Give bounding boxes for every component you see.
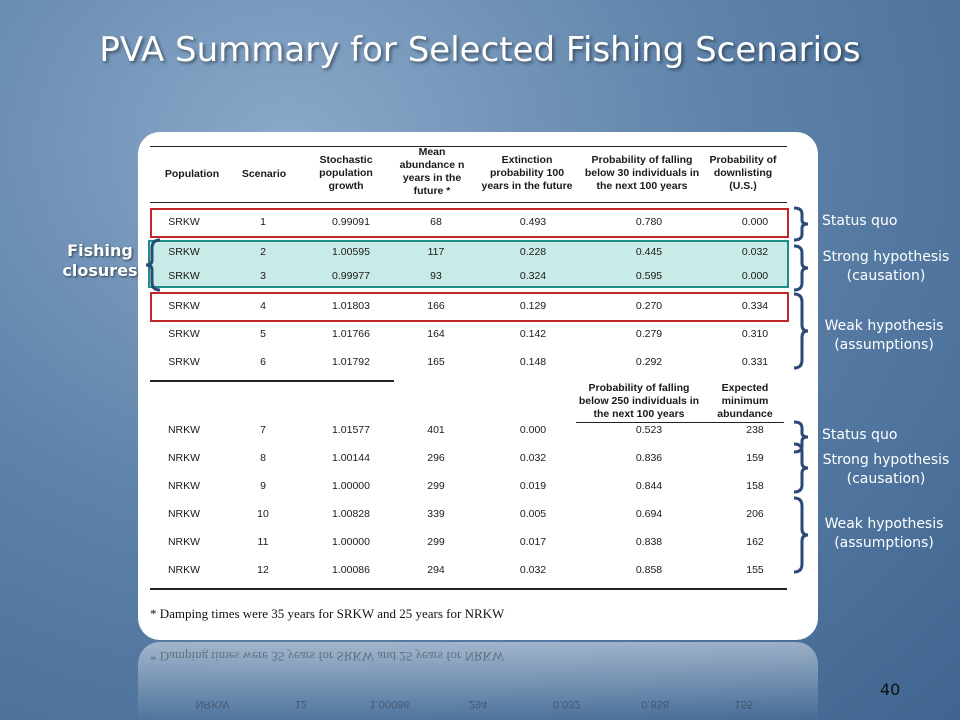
header-prob-below-30: Probability of falling below 30 individuals in the next 100 years (584, 154, 700, 192)
table-row (150, 352, 787, 372)
cell-downlisting: 0.334 (741, 300, 769, 312)
nrkw-status-quo-label: Status quo (822, 427, 898, 443)
srkw-strong-line2: (causation) (846, 268, 926, 284)
cell-scenario: 6 (260, 356, 266, 368)
cell-prob-below: 0.595 (635, 270, 663, 282)
reflected-cell: 294 (468, 698, 488, 710)
cell-scenario: 9 (260, 480, 266, 492)
reflected-row (168, 698, 788, 710)
page-number: 40 (880, 680, 901, 699)
cell-downlisting: 0.331 (741, 356, 769, 368)
table-row (150, 242, 787, 262)
header-prob-below-250: Probability of falling below 250 individuals in the next 100 years (578, 382, 700, 420)
cell-extinction: 0.324 (519, 270, 547, 282)
srkw-strong-line1: Strong hypothesis (822, 249, 950, 265)
cell-abundance: 165 (427, 356, 445, 368)
cell-min-abundance: 162 (746, 536, 764, 548)
cell-population: SRKW (168, 216, 200, 228)
cell-extinction: 0.129 (519, 300, 547, 312)
fishing-closures-label (62, 241, 138, 281)
table-row (150, 476, 787, 496)
table-row (150, 296, 787, 316)
table-row (150, 448, 787, 468)
cell-population: SRKW (168, 300, 200, 312)
cell-min-abundance: 158 (746, 480, 764, 492)
cell-scenario: 12 (257, 564, 269, 576)
cell-abundance: 296 (427, 452, 445, 464)
fishing-label-line2: closures (62, 261, 138, 280)
header-population: Population (164, 168, 220, 180)
table-row (150, 324, 787, 344)
weak-hypothesis-brace-icon (792, 292, 814, 370)
cell-population: NRKW (167, 508, 201, 520)
cell-prob-below: 0.858 (635, 564, 663, 576)
cell-growth: 1.01577 (332, 424, 370, 436)
cell-abundance: 294 (427, 564, 445, 576)
cell-prob-below: 0.694 (635, 508, 663, 520)
cell-growth: 1.00828 (332, 508, 370, 520)
cell-population: SRKW (168, 270, 200, 282)
cell-extinction: 0.032 (519, 564, 547, 576)
cell-prob-below: 0.270 (635, 300, 663, 312)
reflected-cell: 12 (294, 698, 307, 710)
cell-growth: 1.01803 (332, 300, 370, 312)
strong-hypothesis-brace-icon (792, 244, 814, 292)
cell-min-abundance: 238 (746, 424, 764, 436)
cell-scenario: 3 (260, 270, 266, 282)
table-reflection (138, 642, 818, 720)
cell-extinction: 0.148 (519, 356, 547, 368)
cell-scenario: 8 (260, 452, 266, 464)
cell-growth: 1.00595 (332, 246, 370, 258)
srkw-weak-hypothesis-label (814, 317, 954, 355)
cell-min-abundance: 155 (746, 564, 764, 576)
table-row (150, 266, 787, 286)
reflected-cell: 155 (734, 698, 753, 710)
cell-downlisting: 0.310 (741, 328, 769, 340)
header-prob-downlisting: Probability of downlisting (U.S.) (709, 154, 777, 192)
cell-growth: 1.01766 (332, 328, 370, 340)
nrkw-weak-line1: Weak hypothesis (824, 516, 944, 532)
nrkw-strong-hypothesis-label (816, 451, 956, 489)
cell-abundance: 166 (427, 300, 445, 312)
cell-extinction: 0.142 (519, 328, 547, 340)
srkw-status-quo-label: Status quo (822, 213, 898, 229)
table-row (150, 504, 787, 524)
cell-extinction: 0.017 (519, 536, 547, 548)
header-rule (150, 202, 787, 203)
cell-scenario: 10 (257, 508, 269, 520)
cell-prob-below: 0.523 (635, 424, 663, 436)
cell-scenario: 2 (260, 246, 266, 258)
srkw-strong-hypothesis-label (816, 248, 956, 286)
cell-growth: 1.00000 (332, 536, 370, 548)
cell-min-abundance: 159 (746, 452, 764, 464)
cell-min-abundance: 206 (746, 508, 764, 520)
cell-prob-below: 0.292 (635, 356, 663, 368)
cell-population: NRKW (167, 564, 201, 576)
status-quo-brace-icon (792, 206, 814, 242)
cell-downlisting: 0.032 (741, 246, 769, 258)
cell-abundance: 93 (430, 270, 442, 282)
nrkw-weak-line2: (assumptions) (834, 535, 934, 551)
cell-scenario: 7 (260, 424, 266, 436)
cell-extinction: 0.032 (519, 452, 547, 464)
table-bottom-rule (150, 588, 787, 590)
nrkw-strong-hypothesis-brace-icon (792, 442, 814, 494)
cell-scenario: 5 (260, 328, 266, 340)
reflected-footnote: * Damping times were 35 years for SRKW and 25 years for NRKW (150, 649, 505, 664)
cell-abundance: 401 (427, 424, 445, 436)
section-rule (150, 380, 394, 382)
cell-abundance: 299 (427, 480, 445, 492)
cell-scenario: 11 (257, 536, 269, 548)
cell-abundance: 117 (427, 246, 445, 258)
reflected-cell: 0.858 (641, 698, 669, 710)
header-expected-min-abundance: Expected minimum abundance (717, 382, 773, 420)
table-row (150, 560, 787, 580)
table-panel (138, 132, 818, 640)
cell-prob-below: 0.279 (635, 328, 663, 340)
table-row (150, 532, 787, 552)
fishing-label-line1: Fishing (67, 241, 133, 260)
reflected-cell: NRKW (195, 698, 230, 710)
fishing-brace-icon (140, 238, 164, 292)
cell-extinction: 0.000 (519, 424, 547, 436)
cell-scenario: 4 (260, 300, 266, 312)
reflected-cell: 1.00086 (369, 698, 410, 710)
cell-abundance: 164 (427, 328, 445, 340)
cell-population: SRKW (168, 246, 200, 258)
cell-abundance: 68 (430, 216, 442, 228)
srkw-weak-line1: Weak hypothesis (824, 318, 944, 334)
header-growth: Stochastic population growth (319, 154, 373, 192)
cell-population: NRKW (167, 424, 201, 436)
header-extinction: Extinction probability 100 years in the future (481, 154, 573, 192)
cell-extinction: 0.019 (519, 480, 547, 492)
cell-downlisting: 0.000 (741, 216, 769, 228)
cell-scenario: 1 (260, 216, 266, 228)
cell-population: NRKW (167, 536, 201, 548)
nrkw-weak-hypothesis-label (814, 515, 954, 553)
cell-growth: 1.00144 (332, 452, 370, 464)
cell-extinction: 0.228 (519, 246, 547, 258)
nrkw-strong-line1: Strong hypothesis (822, 452, 950, 468)
cell-prob-below: 0.780 (635, 216, 663, 228)
cell-population: NRKW (167, 452, 201, 464)
cell-prob-below: 0.836 (635, 452, 663, 464)
cell-prob-below: 0.844 (635, 480, 663, 492)
cell-extinction: 0.493 (519, 216, 547, 228)
cell-downlisting: 0.000 (741, 270, 769, 282)
cell-growth: 1.00000 (332, 480, 370, 492)
table-footnote: * Damping times were 35 years for SRKW and 25 years for NRKW (150, 606, 505, 621)
reflected-cell: 0.032 (552, 698, 581, 710)
nrkw-weak-hypothesis-brace-icon (792, 496, 814, 574)
header-mean-abundance: Mean abundance n years in the future * (399, 146, 465, 197)
table-row (150, 212, 787, 232)
cell-prob-below: 0.838 (635, 536, 663, 548)
cell-population: NRKW (167, 480, 201, 492)
cell-population: SRKW (168, 328, 200, 340)
header-scenario: Scenario (241, 168, 287, 180)
nrkw-strong-line2: (causation) (846, 471, 926, 487)
srkw-weak-line2: (assumptions) (834, 337, 934, 353)
cell-prob-below: 0.445 (635, 246, 663, 258)
cell-growth: 0.99977 (332, 270, 370, 282)
cell-abundance: 299 (427, 536, 445, 548)
cell-abundance: 339 (427, 508, 445, 520)
cell-growth: 1.00086 (332, 564, 370, 576)
cell-growth: 1.01792 (332, 356, 370, 368)
slide-title: PVA Summary for Selected Fishing Scenarios (99, 30, 861, 70)
cell-extinction: 0.005 (519, 508, 547, 520)
table-row (150, 420, 787, 440)
cell-population: SRKW (168, 356, 200, 368)
cell-growth: 0.99091 (332, 216, 370, 228)
